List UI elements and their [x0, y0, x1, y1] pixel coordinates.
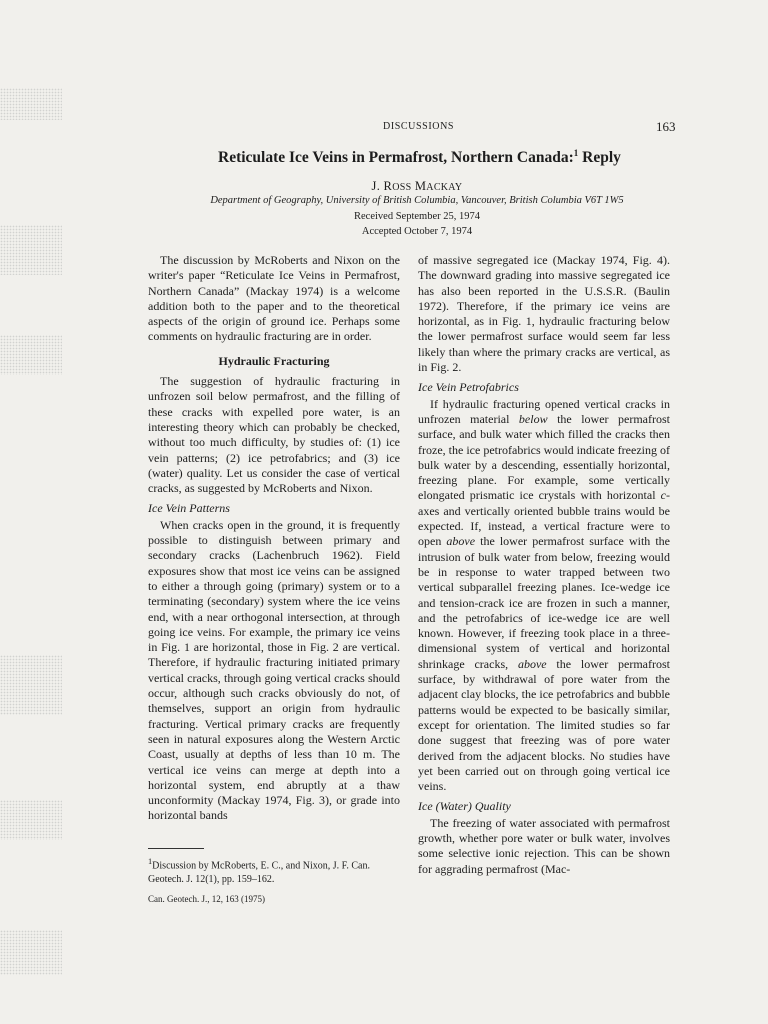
- accepted-date: Accepted October 7, 1974: [361, 226, 473, 237]
- footnote: $^1$Discussion by McRoberts, E. C., and Nixon, J. F. Can. Geotech. J. 12(1), pp. 159–162.: [148, 857, 370, 886]
- scan-margin-artifact: [0, 800, 62, 840]
- ice-water-quality-paragraph: The freezing of water associated with permafrost growth, whether pore water or bulk water, involves some selective ionic rejection. This can be shown for aggrading permafrost (Mac-: [418, 815, 670, 876]
- left-column: [148, 253, 400, 824]
- hydraulic-fracturing-paragraph: The suggestion of hydraulic fracturing in unfrozen soil below permafrost, and the filling of these cracks with expelled pore water, is an interesting theory which can probably be checked, without too much difficulty, by studies of: (1) ice vein patterns; (2) ice petrofabrics; and (3) ice (water) quality. Let us consider the case of vertical cracks, as suggested by McRoberts and Nixon.: [148, 374, 400, 496]
- page-number: 163: [656, 119, 676, 134]
- title-footnote-mark: 1: [573, 148, 579, 158]
- footnote-divider: [148, 848, 204, 849]
- running-header: DISCUSSIONS: [383, 121, 455, 132]
- petrofabrics-paragraph: If hydraulic fracturing opened vertical cracks in unfrozen material below the lower permafrost surface, and bulk water which filled the cracks then froze, the ice petrofabrics would indicate freezing of bulk water by a descending, essentially horizontal, freezing plane. For example, some vertically elongated prismatic ice crystals with horizontal c-axes and vertically oriented bubble trains would be expected. If, instead, a vertical fracture were to open above the lower permafrost surface with the intrusion of bulk water from below, freezing would be in response to water trapped between two vertical subparallel freezing planes. Ice-wedge ice and tension-crack ice are frozen in such a manner, and the petrofabrics of ice-wedge ice are well known. However, if freezing took place in a three-dimensional system of vertical and horizontal shrinkage cracks, above the lower permafrost surface, by withdrawal of pore water from the adjacent clay blocks, the ice petrofabrics and bubble patterns would be expected to be basically similar, except for orientation. The limited studies so far done suggest that freezing was of pore water derived from the adjacent blocks. No studies have yet been carried out on through going vertical ice veins.: [418, 396, 671, 794]
- right-column: [418, 253, 670, 877]
- scan-margin-artifact: [0, 88, 62, 120]
- ice-vein-patterns-paragraph: When cracks open in the ground, it is frequently possible to distinguish between primary and secondary cracks (Lachenbruch 1962). Field exposures show that most ice veins can be assigned to either a through going (primary) system or to a terminating (secondary) system where the ice veins end, with a near orthogonal intersection, at through going ice veins. For example, the primary ice veins in Fig. 1 are horizontal, those in Fig. 2 are vertical. Therefore, if hydraulic fracturing initiated primary vertical cracks, through going vertical cracks should occur, although such cracks obviously do not, of themselves, support an origin from hydraulic fracturing. Vertical primary cracks are frequently seen in natural exposures along the Western Arctic Coast, usually at depths of less than 10 m. The vertical ice veins can merge at depth into a horizontal system, end abruptly at a thaw unconformity (Mackay 1974, Fig. 3), or grade into horizontal bands: [148, 517, 400, 823]
- footnote-mark: 1: [148, 857, 153, 866]
- subsection-heading-ice-vein-patterns: Ice Vein Patterns: [148, 501, 230, 516]
- section-heading-hydraulic-fracturing: Hydraulic Fracturing: [218, 353, 330, 368]
- author-affiliation: Department of Geography, University of British Columbia, Vancouver, British Columbia V6T 1W5: [210, 195, 624, 206]
- scan-margin-artifact: [0, 655, 62, 715]
- journal-citation: Can. Geotech. J., 12, 163 (1975): [148, 894, 265, 904]
- continued-paragraph: of massive segregated ice (Mackay 1974, Fig. 4). The downward grading into massive segregated ice has also been reported in the U.S.S.R. (Baulin 1972). Therefore, if the primary ice veins are horizontal, as in Fig. 1, hydraulic fracturing below the lower permafrost surface would seem far less likely than where the primary cracks are vertical, as in Fig. 2.: [418, 253, 670, 375]
- subsection-heading-ice-vein-petrofabrics: Ice Vein Petrofabrics: [418, 380, 519, 395]
- article-title: Reticulate Ice Veins in Permafrost, Northern Canada:$^1$ Reply: [218, 148, 621, 167]
- author-name: J. ROSS MACKAY: [371, 179, 463, 193]
- subsection-heading-ice-water-quality: Ice (Water) Quality: [418, 799, 511, 814]
- received-date: Received September 25, 1974: [354, 211, 480, 222]
- scan-margin-artifact: [0, 335, 62, 375]
- intro-paragraph: The discussion by McRoberts and Nixon on the writer's paper “Reticulate Ice Veins in Permafrost, Northern Canada” (Mackay 1974) is a welcome addition both to the paper and to the theoretical aspects of the origin of ground ice. Perhaps some comments on hydraulic fracturing are in order.: [148, 253, 400, 344]
- scan-margin-artifact: [0, 930, 62, 975]
